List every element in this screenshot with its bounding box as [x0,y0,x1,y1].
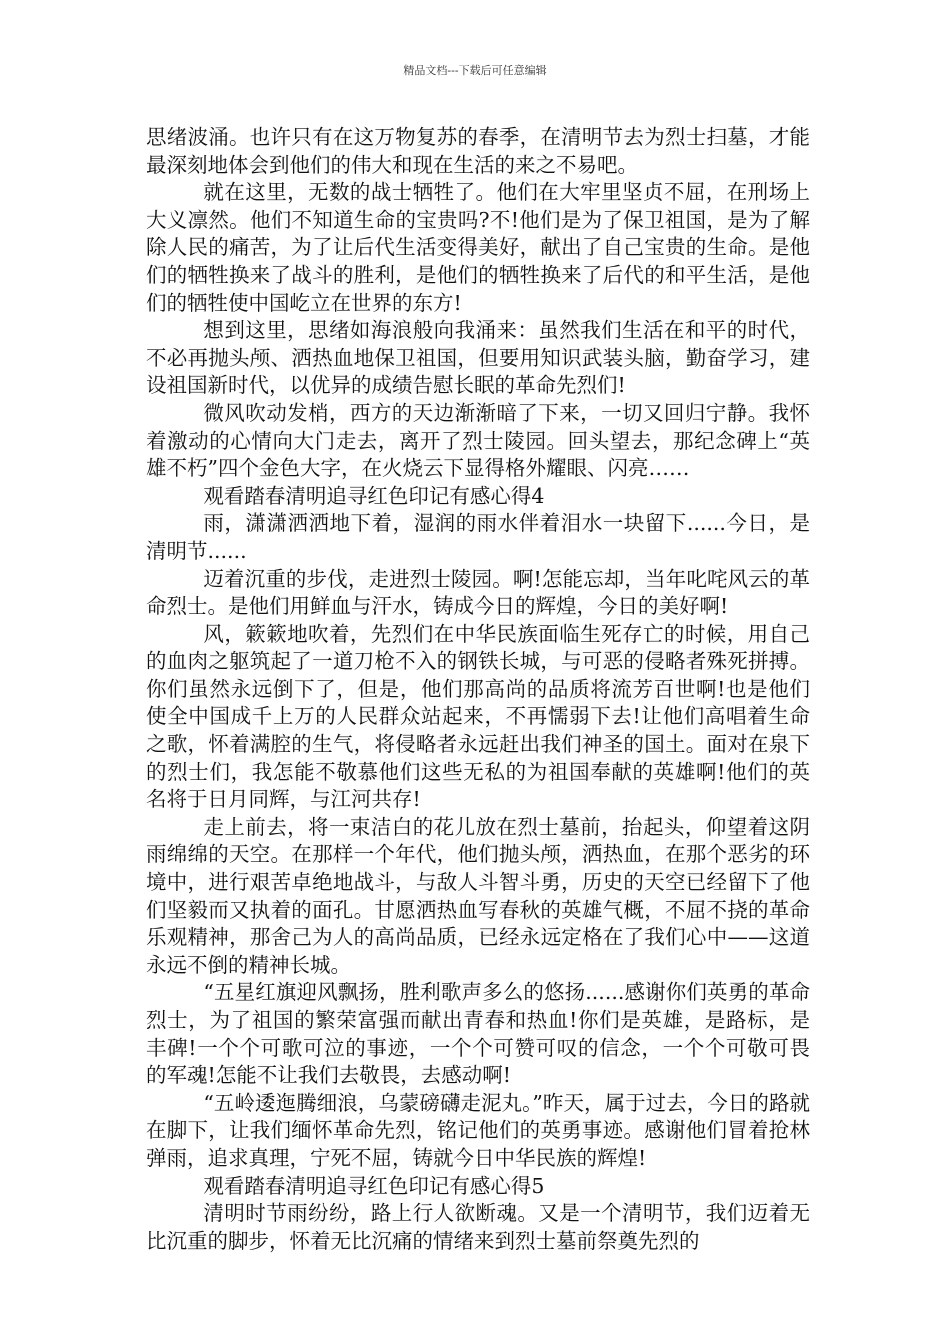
paragraph: 微风吹动发梢，西方的天边渐渐暗了下来，一切又回归宁静。我怀着激动的心情向大门走去，离开了烈士陵园。回头望去，那纪念碑上“英雄不朽”四个金色大字，在火烧云下显得格外耀眼、闪亮…… [146,400,810,481]
page-header: 精品文档---下载后可任意编辑 [403,64,547,77]
section-title: 观看踏春清明追寻红色印记有感心得5 [203,1173,545,1198]
paragraph: “五岭逶迤腾细浪，乌蒙磅礴走泥丸。”昨天，属于过去，今日的路就在脚下，让我们缅怀革命先烈，铭记他们的英勇事迹。感谢他们冒着抢林弹雨，追求真理，宁死不屈，铸就今日中华民族的辉煌! [146,1090,810,1170]
paragraph: 思绪波涌。也许只有在这万物复苏的春季，在清明节去为烈士扫墓，才能最深刻地体会到他们的伟大和现在生活的来之不易吧。 [146,125,810,177]
paragraph: 风，簌簌地吹着，先烈们在中华民族面临生死存亡的时候，用自己的血肉之躯筑起了一道刀枪不入的钢铁长城，与可恶的侵略者殊死拼搏。你们虽然永远倒下了，但是，他们那高尚的品质将流芳百世啊!也是他们使全中国成千上万的人民群众站起来，不再懦弱下去!让他们高唱着生命之歌，怀着满腔的生气，将侵略者永远赶出我们神圣的国土。面对在泉下的烈士们，我怎能不敬慕他们这些无私的为祖国奉献的英雄啊!他们的英名将于日月同辉，与江河共存! [146,621,810,812]
paragraph: 想到这里，思绪如海浪般向我涌来：虽然我们生活在和平的时代，不必再抛头颅、洒热血地保卫祖国，但要用知识武装头脑，勤奋学习，建设祖国新时代，以优异的成绩告慰长眠的革命先烈们! [146,318,810,398]
paragraph: 迈着沉重的步伐，走进烈士陵园。啊!怎能忘却，当年叱咤风云的革命烈士。是他们用鲜血与汗水，铸成今日的辉煌，今日的美好啊! [146,566,810,619]
section-title: 观看踏春清明追寻红色印记有感心得4 [203,483,545,508]
paragraph: “五星红旗迎风飘扬，胜利歌声多么的悠扬......感谢你们英勇的革命烈士，为了祖国的繁荣富强而献出青春和热血!你们是英雄，是路标，是丰碑!一个个可歌可泣的事迹，一个个可赞可叹的信念，一个个可敬可畏的军魂!怎能不让我们去敬畏，去感动啊! [146,980,810,1088]
paragraph: 雨，潇潇洒洒地下着，湿润的雨水伴着泪水一块留下......今日，是清明节...... [146,511,810,563]
paragraph: 走上前去，将一束洁白的花儿放在烈士墓前，抬起头，仰望着这阴雨绵绵的天空。在那样一个年代，他们抛头颅，洒热血，在那个恶劣的环境中，进行艰苦卓绝地战斗，与敌人斗智斗勇，历史的天空已经留下了他们坚毅而又执着的面孔。甘愿洒热血写春秋的英雄气概，不屈不挠的革命乐观精神，那舍己为人的高尚品质，已经永远定格在了我们心中——这道永远不倒的精神长城。 [146,814,810,977]
paragraph: 清明时节雨纷纷，路上行人欲断魂。又是一个清明节，我们迈着无比沉重的脚步，怀着无比沉痛的情绪来到烈士墓前祭奠先烈的 [146,1201,810,1253]
document-body [146,124,810,1255]
paragraph: 就在这里，无数的战士牺牲了。他们在大牢里坚贞不屈，在刑场上大义凛然。他们不知道生命的宝贵吗?不!他们是为了保卫祖国，是为了解除人民的痛苦，为了让后代生活变得美好，献出了自己宝贵的生命。是他们的牺牲换来了战斗的胜利，是他们的牺牲换来了后代的和平生活，是他们的牺牲使中国屹立在世界的东方! [146,180,810,315]
